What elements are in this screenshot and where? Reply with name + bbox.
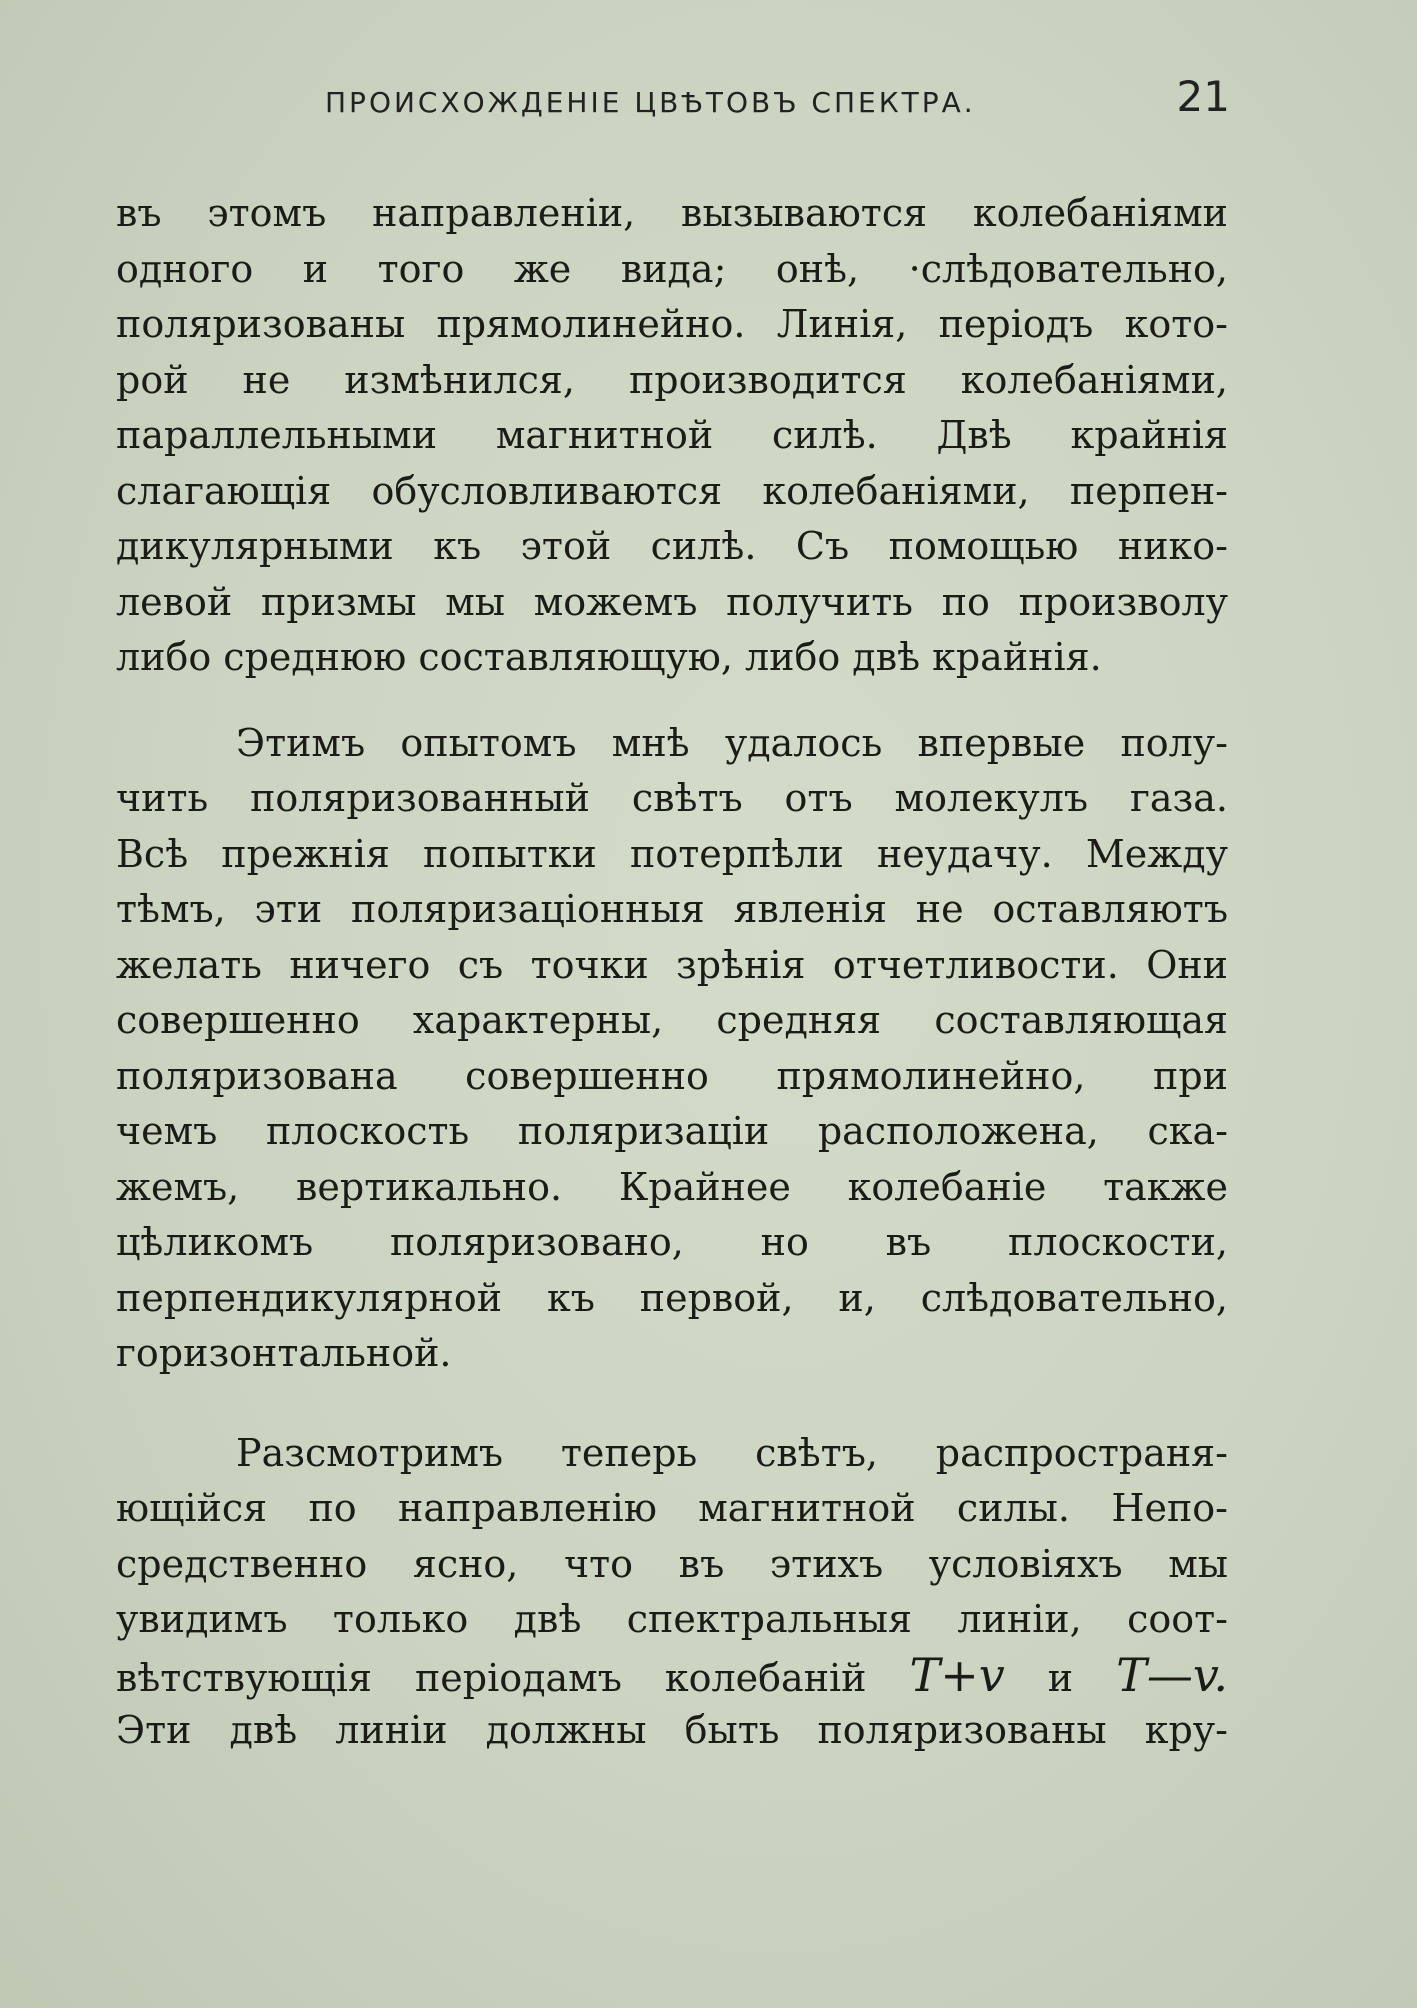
text-line: слагающія обусловливаются колебаніями, перпен- bbox=[116, 468, 1228, 513]
text-line: либо среднюю составляющую, либо двѣ крайнія. bbox=[116, 635, 1102, 679]
text-line: совершенно характерны, средняя составляющая bbox=[116, 998, 1228, 1042]
text-line: поляризована совершенно прямолинейно, при bbox=[116, 1053, 1228, 1098]
text-line: жемъ, вертикально. Крайнее колебаніе также bbox=[116, 1164, 1228, 1209]
paragraph-gap bbox=[116, 1382, 1228, 1426]
text-line: горизонтальной. bbox=[116, 1331, 452, 1375]
text-line: чемъ плоскость поляризаціи расположена, ска- bbox=[116, 1109, 1228, 1153]
text-fragment: вѣтствующія періодамъ колебаній bbox=[116, 1655, 867, 1700]
page-number: 21 bbox=[1176, 72, 1230, 121]
formula-connector: и bbox=[1047, 1655, 1074, 1700]
text-line: дикулярными къ этой силѣ. Съ помощью нико- bbox=[116, 524, 1228, 568]
text-line: перпендикулярной къ первой, и, слѣдовательно, bbox=[116, 1275, 1228, 1320]
text-line: одного и того же вида; онѣ, ·слѣдовательно, bbox=[116, 246, 1228, 291]
text-line: желать ничего съ точки зрѣнія отчетливости. Они bbox=[116, 942, 1228, 987]
text-line: Разсмотримъ теперь свѣтъ, распространя- bbox=[236, 1430, 1228, 1475]
running-title: ПРОИСХОЖДЕНІЕ ЦВѢТОВЪ СПЕКТРА. bbox=[325, 86, 976, 119]
paragraph-1 bbox=[116, 186, 1228, 686]
text-line: тѣмъ, эти поляризаціонныя явленія не оставляютъ bbox=[116, 887, 1228, 931]
text-line: чить поляризованный свѣтъ отъ молекулъ газа. bbox=[116, 776, 1228, 820]
text-line: Эти двѣ линіи должны быть поляризованы кру- bbox=[116, 1708, 1228, 1752]
page-header bbox=[110, 72, 1230, 128]
formula-period-plus: T+v bbox=[909, 1647, 1005, 1702]
body-text bbox=[116, 186, 1228, 1759]
text-line: параллельными магнитной силѣ. Двѣ крайнія bbox=[116, 413, 1228, 457]
text-line: Этимъ опытомъ мнѣ удалось впервые полу- bbox=[236, 720, 1228, 765]
text-line-with-formula bbox=[116, 1648, 1228, 1704]
paragraph-3 bbox=[116, 1426, 1228, 1759]
text-line: въ этомъ направленіи, вызываются колебаніями bbox=[116, 191, 1228, 235]
text-line: цѣликомъ поляризовано, но въ плоскости, bbox=[116, 1220, 1228, 1264]
text-line: увидимъ только двѣ спектральныя линіи, соот- bbox=[116, 1597, 1228, 1641]
text-line: средственно ясно, что въ этихъ условіяхъ мы bbox=[116, 1541, 1228, 1586]
paragraph-2 bbox=[116, 716, 1228, 1382]
text-line: рой не измѣнился, производится колебаніями, bbox=[116, 357, 1228, 402]
text-line: ющійся по направленію магнитной силы. Непо- bbox=[116, 1486, 1228, 1530]
paragraph-gap bbox=[116, 686, 1228, 716]
text-line: левой призмы мы можемъ получить по произволу bbox=[116, 579, 1228, 624]
text-line: Всѣ прежнія попытки потерпѣли неудачу. Между bbox=[116, 831, 1228, 876]
text-line: поляризованы прямолинейно. Линія, періодъ кото- bbox=[116, 302, 1228, 346]
formula-period-minus: T—v. bbox=[1116, 1647, 1228, 1702]
